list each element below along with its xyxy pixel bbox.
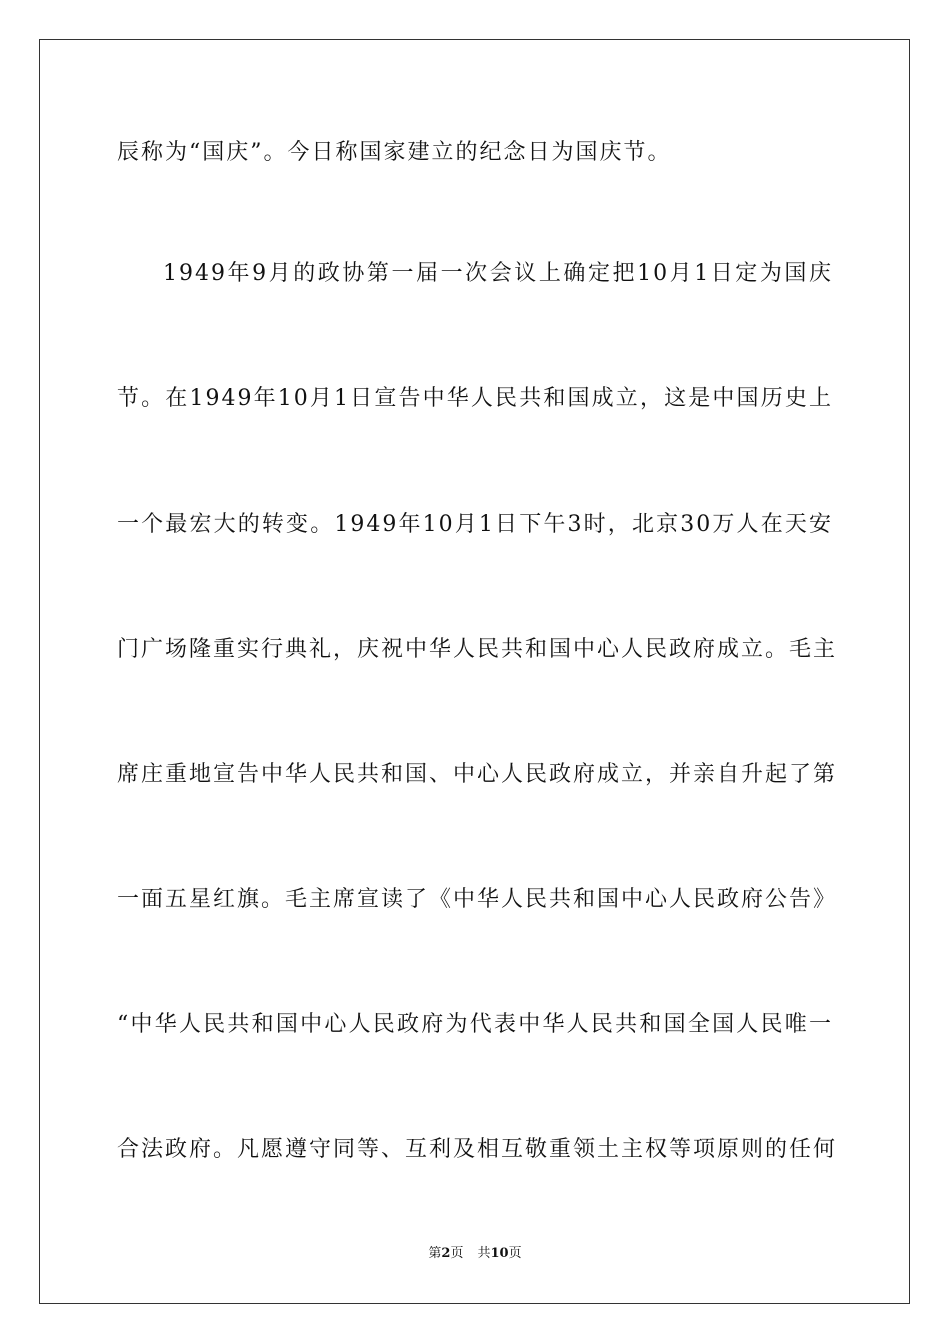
footer-page-suffix: 页 (450, 1246, 464, 1261)
page-frame (39, 39, 910, 1304)
footer-page-number: 2 (441, 1246, 451, 1261)
text-line-8: “中华人民共和国中心人民政府为代表中华人民共和国全国人民唯一 (117, 1012, 833, 1037)
text-line-7: 一面五星红旗。毛主席宣读了《中华人民共和国中心人民政府公告》 (117, 887, 838, 912)
page-footer (0, 1245, 950, 1263)
text-line-3: 节。在1949年10月1日宣告中华人民共和国成立，这是中国历史上 (117, 386, 833, 411)
text-line-4: 一个最宏大的转变。1949年10月1日下午3时，北京30万人在天安 (117, 512, 833, 537)
footer-prefix: 第 (428, 1246, 442, 1261)
footer-total-pages: 10 (490, 1246, 509, 1261)
footer-total-suffix: 页 (508, 1246, 522, 1261)
text-line-5: 门广场隆重实行典礼，庆祝中华人民共和国中心人民政府成立。毛主 (117, 637, 838, 662)
text-line-1: 辰称为“国庆”。今日称国家建立的纪念日为国庆节。 (117, 140, 672, 165)
text-line-6: 席庄重地宣告中华人民共和国、中心人民政府成立，并亲自升起了第 (117, 762, 838, 787)
footer-total-prefix: 共 (477, 1246, 491, 1261)
text-line-2: 1949年9月的政协第一届一次会议上确定把10月1日定为国庆 (163, 261, 833, 286)
text-line-9: 合法政府。凡愿遵守同等、互利及相互敬重领土主权等项原则的任何 (117, 1137, 838, 1162)
